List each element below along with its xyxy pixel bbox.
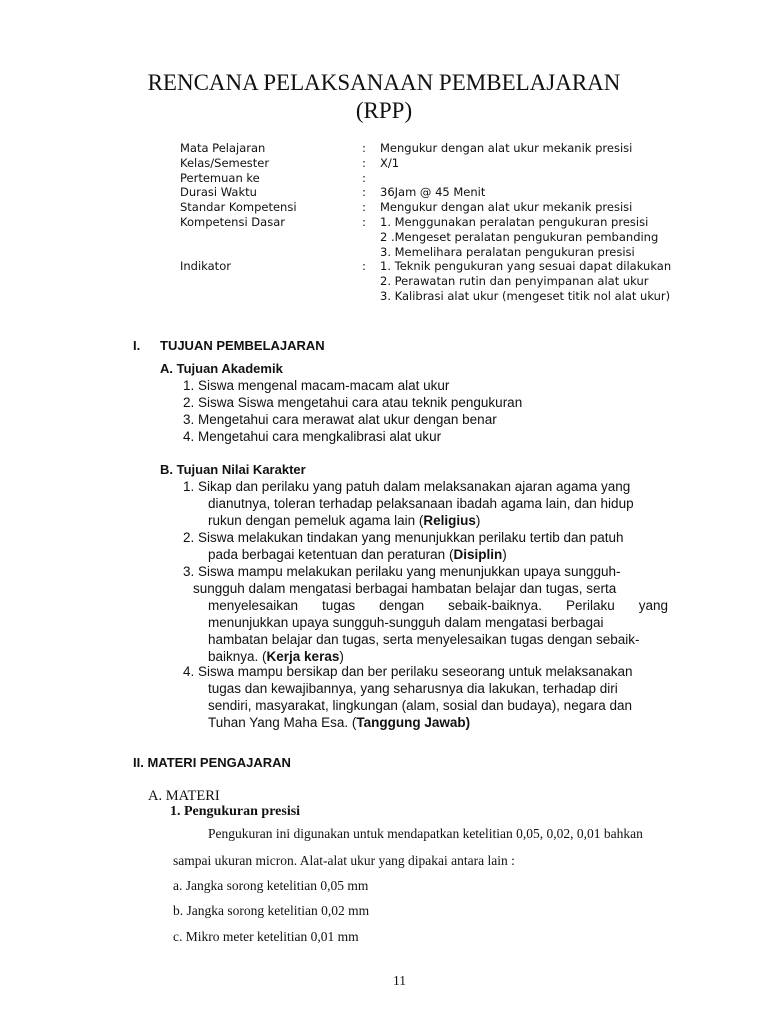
- info-colon: :: [362, 170, 366, 185]
- list-item-line: menunjukkan upaya sungguh-sungguh dalam mengatasi berbagai: [208, 615, 604, 630]
- character-value: Kerja keras: [266, 649, 340, 664]
- info-label: Mata Pelajaran: [180, 141, 266, 155]
- section-heading: II. MATERI PENGAJARAN: [133, 755, 291, 770]
- document-subtitle: (RPP): [355, 98, 413, 123]
- list-item: 2. Siswa Siswa mengetahui cara atau teknik pengukuran: [183, 395, 523, 410]
- info-value: X/1: [380, 155, 400, 170]
- list-item-line: menyelesaikan tugas dengan sebaik-baiknya. Perilaku yang: [208, 598, 668, 613]
- text: baiknya. (: [208, 649, 267, 664]
- info-colon: :: [362, 155, 366, 170]
- info-label: Standar Kompetensi: [180, 200, 297, 215]
- info-value: Mengukur dengan alat ukur mekanik presisi: [380, 141, 633, 155]
- document-title: RENCANA PELAKSANAAN PEMBELAJARAN: [147, 70, 621, 95]
- subheading: 1. Pengukuran presisi: [170, 804, 301, 819]
- character-value: Religius: [423, 513, 476, 528]
- list-item: 1. Siswa mengenal macam-macam alat ukur: [183, 378, 450, 393]
- info-value: 2. Perawatan rutin dan penyimpanan alat ukur: [380, 274, 649, 289]
- info-label: Kelas/Semester: [180, 155, 270, 170]
- info-value: 1. Menggunakan peralatan pengukuran presisi: [380, 215, 649, 229]
- list-item: 2. Siswa melakukan tindakan yang menunjukkan perilaku tertib dan patuh: [183, 530, 624, 545]
- info-colon: :: [362, 185, 366, 200]
- list-item-line: sungguh dalam mengatasi berbagai hambatan belajar dan tugas, serta: [193, 581, 617, 596]
- list-item: 3. Siswa mampu melakukan perilaku yang menunjukkan upaya sungguh-: [183, 564, 621, 579]
- info-value: 3. Memelihara peralatan pengukuran presisi: [380, 244, 635, 259]
- info-colon: :: [362, 200, 366, 215]
- paragraph-line: sampai ukuran micron. Alat-alat ukur yang dipakai antara lain :: [173, 853, 515, 868]
- text: ): [339, 649, 344, 664]
- text: ): [465, 715, 471, 730]
- character-value: Disiplin: [453, 547, 503, 562]
- info-colon: :: [362, 215, 366, 229]
- page-number: 11: [393, 973, 406, 988]
- list-item: a. Jangka sorong ketelitian 0,05 mm: [173, 878, 369, 893]
- list-item: 3. Mengetahui cara merawat alat ukur dengan benar: [183, 412, 497, 427]
- text: rukun dengan pemeluk agama lain (: [208, 513, 424, 528]
- list-item-line: tugas dan kewajibannya, yang seharusnya dia lakukan, terhadap diri: [208, 681, 618, 696]
- info-label: Kompetensi Dasar: [180, 215, 285, 229]
- list-item-line: [208, 547, 507, 562]
- info-label: Indikator: [180, 259, 231, 274]
- list-item: c. Mikro meter ketelitian 0,01 mm: [173, 929, 359, 944]
- info-value: 2 .Mengeset peralatan pengukuran pembanding: [380, 229, 659, 244]
- paragraph-line: Pengukuran ini digunakan untuk mendapatkan ketelitian 0,05, 0,02, 0,01 bahkan: [208, 826, 643, 841]
- info-value: Mengukur dengan alat ukur mekanik presisi: [380, 200, 633, 215]
- list-item: b. Jangka sorong ketelitian 0,02 mm: [173, 903, 370, 918]
- list-item-line: [208, 715, 470, 730]
- list-item-line: dianutnya, toleran terhadap pelaksanaan ibadah agama lain, dan hidup: [208, 496, 634, 511]
- list-item-line: [208, 513, 480, 528]
- section-number: I.: [133, 338, 141, 353]
- character-value: Tanggung Jawab: [356, 715, 466, 730]
- section-heading: TUJUAN PEMBELAJARAN: [160, 338, 325, 353]
- info-value: 36Jam @ 45 Menit: [380, 185, 486, 200]
- text: ): [502, 547, 507, 562]
- list-item-line: [208, 649, 344, 664]
- text: ): [475, 513, 481, 528]
- info-value: 1. Teknik pengukuran yang sesuai dapat dilakukan: [380, 259, 672, 274]
- info-label: Pertemuan ke: [180, 170, 260, 185]
- list-item: 4. Siswa mampu bersikap dan ber perilaku seseorang untuk melaksanakan: [183, 664, 633, 679]
- info-colon: :: [362, 141, 366, 155]
- list-item: 4. Mengetahui cara mengkalibrasi alat ukur: [183, 429, 442, 444]
- subheading: B. Tujuan Nilai Karakter: [160, 462, 306, 477]
- list-item-line: sendiri, masyarakat, lingkungan (alam, sosial dan budaya), negara dan: [208, 698, 632, 713]
- subheading: A. Tujuan Akademik: [160, 361, 283, 376]
- list-item-line: hambatan belajar dan tugas, serta menyelesaikan tugas dengan sebaik-: [208, 632, 640, 647]
- list-item: 1. Sikap dan perilaku yang patuh dalam melaksanakan ajaran agama yang: [183, 479, 631, 494]
- info-label: Durasi Waktu: [180, 185, 257, 200]
- text: pada berbagai ketentuan dan peraturan (: [208, 547, 454, 562]
- subheading: A. MATERI: [148, 788, 220, 804]
- text: Tuhan Yang Maha Esa. (: [208, 715, 357, 730]
- info-value: 3. Kalibrasi alat ukur (mengeset titik nol alat ukur): [380, 289, 671, 303]
- info-colon: :: [362, 259, 366, 274]
